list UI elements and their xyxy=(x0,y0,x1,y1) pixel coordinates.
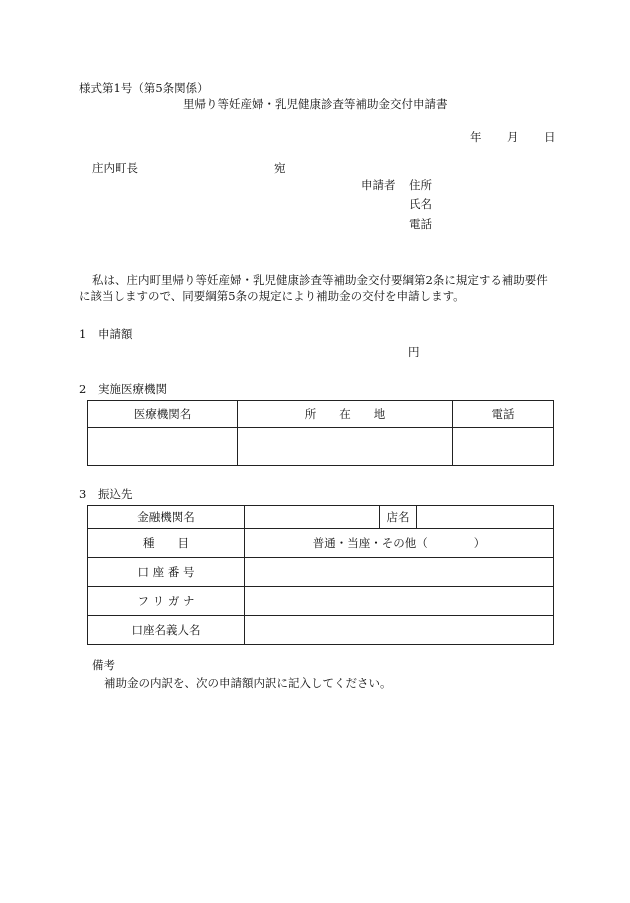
section2-number: 2 xyxy=(79,382,87,396)
document-title: 里帰り等妊産婦・乳児健康診査等補助金交付申請書 xyxy=(183,97,448,111)
transfer-account-table xyxy=(87,505,554,645)
branch-field[interactable] xyxy=(417,506,554,529)
furigana-field[interactable] xyxy=(245,587,554,616)
account-type-options[interactable]: 普通・当座・その他（ ） xyxy=(245,529,554,558)
institution-location-field[interactable] xyxy=(238,428,453,466)
section3-title: 振込先 xyxy=(98,487,133,501)
date-day: 日 xyxy=(544,130,556,144)
applicant-label: 申請者 xyxy=(361,178,396,192)
applicant-phone-label: 電話 xyxy=(409,217,432,231)
date-month: 月 xyxy=(507,130,519,144)
section1-number: 1 xyxy=(79,327,87,341)
amount-unit: 円 xyxy=(408,345,420,359)
header-institution-name: 医療機関名 xyxy=(88,401,238,428)
body-text-line1: 私は、庄内町里帰り等妊産婦・乳児健康診査等補助金交付要綱第2条に規定する補助要件 xyxy=(92,273,548,287)
addressee-name: 庄内町長 xyxy=(92,161,138,175)
header-phone: 電話 xyxy=(453,401,554,428)
account-holder-field[interactable] xyxy=(245,616,554,645)
account-number-field[interactable] xyxy=(245,558,554,587)
applicant-name-label: 氏名 xyxy=(409,197,432,211)
account-holder-label: 口座名義人名 xyxy=(88,616,245,645)
date-year: 年 xyxy=(470,130,482,144)
header-location: 所 在 地 xyxy=(238,401,453,428)
form-number: 様式第1号（第5条関係） xyxy=(79,81,209,95)
institution-phone-field[interactable] xyxy=(453,428,554,466)
account-number-label: 口 座 番 号 xyxy=(88,558,245,587)
account-type-label: 種 目 xyxy=(88,529,245,558)
remarks-title: 備考 xyxy=(92,658,115,672)
applicant-address-label: 住所 xyxy=(409,178,432,192)
remarks-text: 補助金の内訳を、次の申請額内訳に記入してください。 xyxy=(104,676,392,690)
bank-name-label: 金融機関名 xyxy=(88,506,245,529)
furigana-label: フ リ ガ ナ xyxy=(88,587,245,616)
bank-name-field[interactable] xyxy=(245,506,380,529)
section3-number: 3 xyxy=(79,487,87,501)
body-text-line2: に該当しますので、同要綱第5条の規定により補助金の交付を申請します。 xyxy=(79,289,465,303)
institution-name-field[interactable] xyxy=(88,428,238,466)
medical-institution-table xyxy=(87,400,554,466)
section1-title: 申請額 xyxy=(98,327,133,341)
section2-title: 実施医療機関 xyxy=(98,382,167,396)
branch-label: 店名 xyxy=(380,506,417,529)
addressee-honorific: 宛 xyxy=(274,161,286,175)
